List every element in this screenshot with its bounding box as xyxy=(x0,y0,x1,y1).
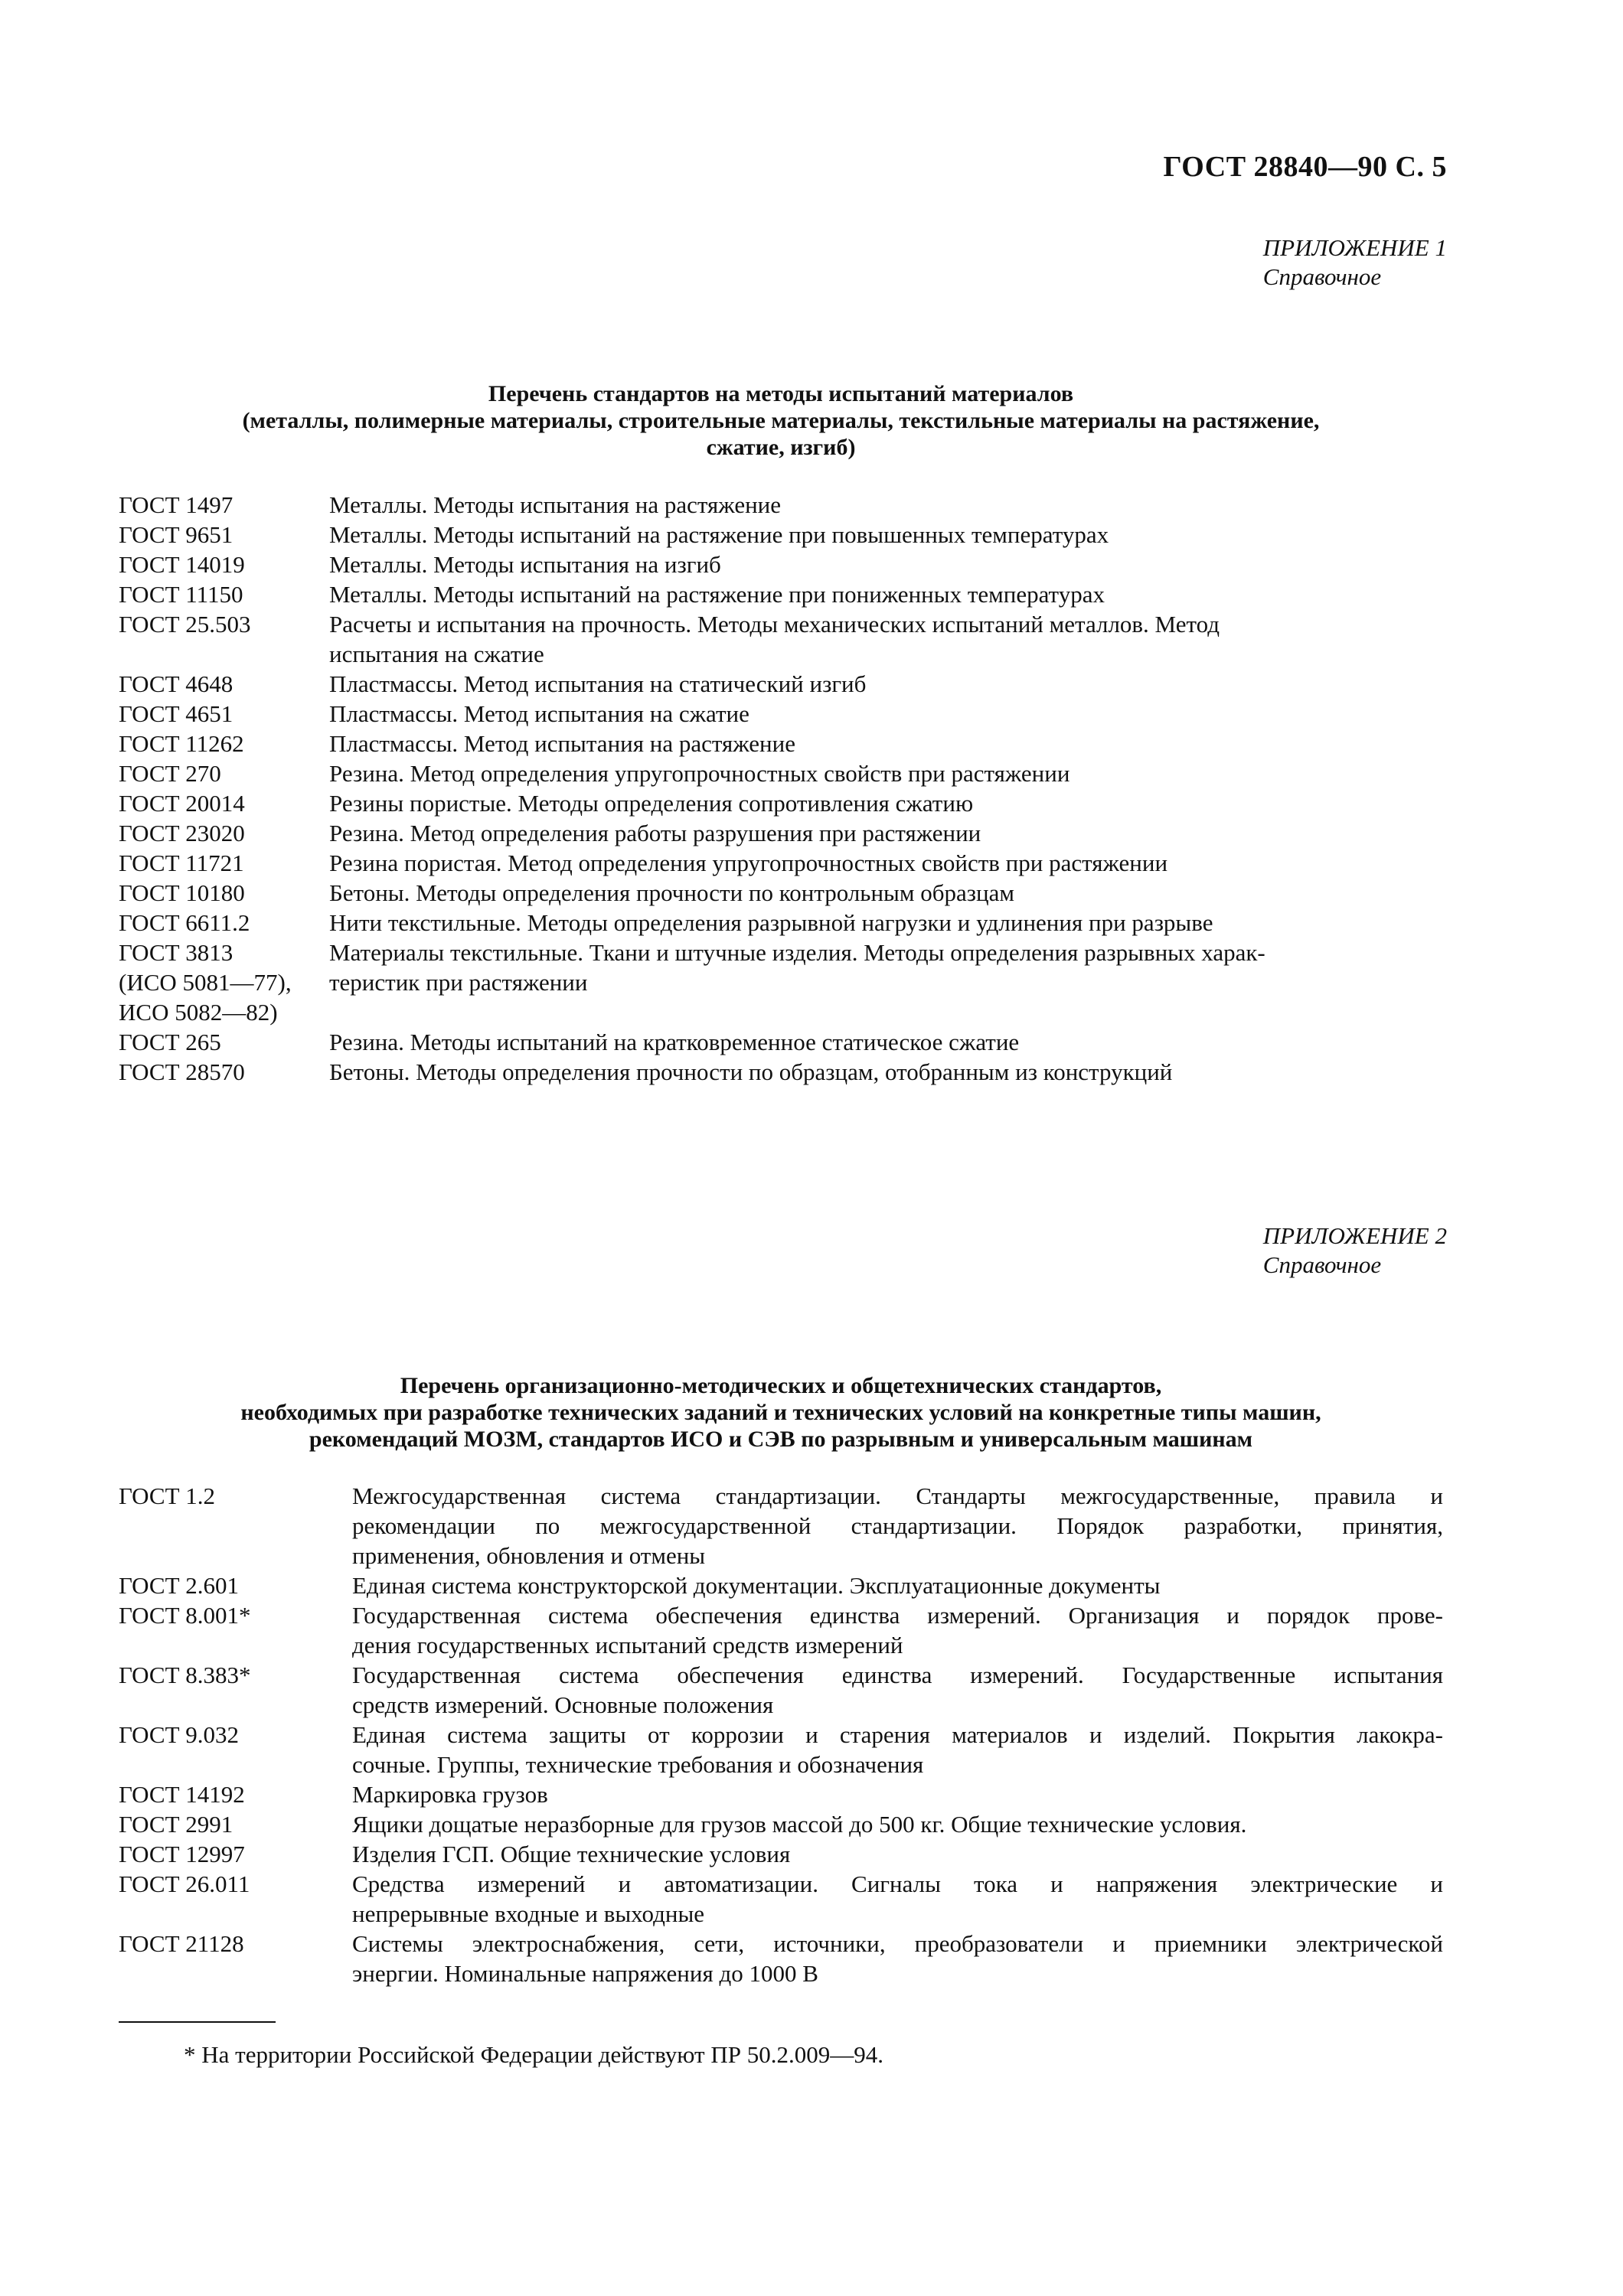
description-line: применения, обновления и отмены xyxy=(352,1542,706,1569)
standard-code: ГОСТ 1497 xyxy=(119,491,233,518)
title-line: (металлы, полимерные материалы, строительные материалы, текстильные материалы на растяжение, xyxy=(242,408,1320,433)
standard-code: ГОСТ 4648 xyxy=(119,670,233,697)
description-line: Государственная система обеспечения единства измерений. Организация и порядок прове- xyxy=(352,1602,1443,1629)
standard-entry xyxy=(119,1570,1443,1600)
standard-description xyxy=(329,1057,1443,1087)
standard-code: ГОСТ 1.2 xyxy=(119,1482,216,1509)
standard-entry xyxy=(119,788,1443,818)
standard-code: ГОСТ 2991 xyxy=(119,1811,233,1838)
standard-description xyxy=(352,1600,1443,1660)
standard-code: ГОСТ 265 xyxy=(119,1029,221,1055)
footnote-divider xyxy=(119,2021,276,2023)
description-line: Резина пористая. Метод определения упругопрочностных свойств при растяжении xyxy=(329,850,1168,876)
description-line: Изделия ГСП. Общие технические условия xyxy=(352,1841,791,1867)
description-line: Бетоны. Методы определения прочности по образцам, отобранным из конструкций xyxy=(329,1058,1173,1085)
description-line: Системы электроснабжения, сети, источники, преобразователи и приемники электрической xyxy=(352,1930,1443,1957)
description-line: энергии. Номинальные напряжения до 1000 В xyxy=(352,1960,818,1987)
standard-entry xyxy=(119,1779,1443,1809)
standard-description xyxy=(329,967,1443,997)
standard-code: ГОСТ 8.001* xyxy=(119,1602,251,1629)
description-line: Резина. Методы испытаний на кратковременное статическое сжатие xyxy=(329,1029,1020,1055)
appendix-2-title xyxy=(119,1372,1443,1453)
standard-entry xyxy=(119,609,1443,669)
standard-description xyxy=(329,758,1443,788)
standard-description xyxy=(329,609,1443,669)
standard-code: ГОСТ 8.383* xyxy=(119,1662,251,1688)
description-line: Металлы. Методы испытания на растяжение xyxy=(329,491,782,518)
description-line: сочные. Группы, технические требования и обозначения xyxy=(352,1751,924,1778)
description-line: Расчеты и испытания на прочность. Методы механических испытаний металлов. Метод xyxy=(329,611,1220,638)
standard-description xyxy=(329,878,1443,908)
standard-description xyxy=(329,490,1443,520)
standard-description xyxy=(329,579,1443,609)
standard-description xyxy=(329,938,1443,967)
description-line: Резины пористые. Методы определения сопротивления сжатию xyxy=(329,790,974,817)
standard-entry xyxy=(119,758,1443,788)
standard-entry xyxy=(119,1809,1443,1839)
standard-description xyxy=(329,818,1443,848)
appendix-kind: Справочное xyxy=(1262,263,1382,290)
standard-description xyxy=(329,550,1443,579)
standard-code: ГОСТ 23020 xyxy=(119,820,245,846)
standard-code: ГОСТ 20014 xyxy=(119,790,245,817)
description-line: Межгосударственная система стандартизации. Стандарты межгосударственные, правила и xyxy=(352,1482,1443,1509)
standard-code: ГОСТ 11262 xyxy=(119,730,244,757)
standard-description xyxy=(329,788,1443,818)
standard-code: ГОСТ 11721 xyxy=(119,850,244,876)
description-line: непрерывные входные и выходные xyxy=(352,1900,705,1927)
appendix-2-label xyxy=(1263,1221,1447,1280)
standard-description xyxy=(329,997,1443,1027)
appendix-number: ПРИЛОЖЕНИЕ 1 xyxy=(1262,234,1447,261)
standard-entry xyxy=(119,729,1443,758)
standard-description xyxy=(352,1839,1443,1869)
standard-description xyxy=(329,1027,1443,1057)
appendix-number: ПРИЛОЖЕНИЕ 2 xyxy=(1262,1222,1447,1249)
standard-entry xyxy=(119,550,1443,579)
standard-code: ИСО 5082—82) xyxy=(119,999,278,1026)
standard-description xyxy=(352,1660,1443,1720)
description-line: Металлы. Методы испытаний на растяжение при повышенных температурах xyxy=(329,521,1109,548)
description-line: Государственная система обеспечения единства измерений. Государственные испытания xyxy=(352,1662,1443,1688)
standard-description xyxy=(329,729,1443,758)
description-line: Единая система защиты от коррозии и старения материалов и изделий. Покрытия лакокра- xyxy=(352,1721,1443,1748)
standard-entry xyxy=(119,1929,1443,1988)
standard-entry xyxy=(119,1027,1443,1057)
standard-description xyxy=(352,1779,1443,1809)
standard-code: (ИСО 5081—77), xyxy=(119,969,292,996)
standard-entry xyxy=(119,967,1443,997)
standard-entry xyxy=(119,818,1443,848)
appendix-kind: Справочное xyxy=(1262,1251,1382,1278)
appendix-1-title xyxy=(119,380,1443,461)
standard-description xyxy=(352,1869,1443,1929)
description-line: Бетоны. Методы определения прочности по контрольным образцам xyxy=(329,879,1014,906)
description-line: рекомендации по межгосударственной стандартизации. Порядок разработки, принятия, xyxy=(352,1512,1443,1539)
standard-code: ГОСТ 6611.2 xyxy=(119,909,250,936)
standard-description xyxy=(352,1570,1443,1600)
description-line: Материалы текстильные. Ткани и штучные изделия. Методы определения разрывных харак- xyxy=(329,939,1265,966)
standard-entry xyxy=(119,1839,1443,1869)
description-line: Резина. Метод определения работы разрушения при растяжении xyxy=(329,820,981,846)
standard-code: ГОСТ 9651 xyxy=(119,521,233,548)
standard-entry xyxy=(119,669,1443,699)
standards-list-1 xyxy=(119,490,1443,1087)
standard-code: ГОСТ 25.503 xyxy=(119,611,251,638)
standard-code: ГОСТ 14019 xyxy=(119,551,245,578)
standard-entry xyxy=(119,1057,1443,1087)
standard-code: ГОСТ 4651 xyxy=(119,700,233,727)
standard-description xyxy=(329,520,1443,550)
standard-code: ГОСТ 28570 xyxy=(119,1058,245,1085)
standard-entry xyxy=(119,579,1443,609)
standard-code: ГОСТ 3813 xyxy=(119,939,233,966)
page-header: ГОСТ 28840—90 С. 5 xyxy=(1163,151,1447,183)
standard-description xyxy=(329,669,1443,699)
standard-description xyxy=(352,1809,1443,1839)
description-line: Нити текстильные. Методы определения разрывной нагрузки и удлинения при разрыве xyxy=(329,909,1213,936)
standard-entry xyxy=(119,848,1443,878)
standard-entry xyxy=(119,1869,1443,1929)
title-line: рекомендаций МОЗМ, стандартов ИСО и СЭВ по разрывным и универсальным машинам xyxy=(309,1427,1253,1452)
standard-entry xyxy=(119,1660,1443,1720)
standard-entry xyxy=(119,1720,1443,1779)
standard-description xyxy=(329,848,1443,878)
description-line: Резина. Метод определения упругопрочностных свойств при растяжении xyxy=(329,760,1070,787)
standards-list-2 xyxy=(119,1481,1443,1988)
description-line: Маркировка грузов xyxy=(352,1781,548,1808)
standard-entry xyxy=(119,1600,1443,1660)
description-line: Металлы. Методы испытания на изгиб xyxy=(329,551,721,578)
standard-entry xyxy=(119,1481,1443,1570)
appendix-1-label xyxy=(1263,233,1447,292)
standard-code: ГОСТ 270 xyxy=(119,760,221,787)
title-line: необходимых при разработке технических заданий и технических условий на конкретные типы машин, xyxy=(240,1400,1321,1425)
description-line: Пластмассы. Метод испытания на растяжение xyxy=(329,730,795,757)
standard-description xyxy=(329,699,1443,729)
title-line: Перечень стандартов на методы испытаний материалов xyxy=(488,381,1074,406)
standard-code: ГОСТ 12997 xyxy=(119,1841,245,1867)
title-line: сжатие, изгиб) xyxy=(706,435,856,460)
description-line: теристик при растяжении xyxy=(329,969,588,996)
description-line: Металлы. Методы испытаний на растяжение при пониженных температурах xyxy=(329,581,1105,608)
description-line: Единая система конструкторской документации. Эксплуатационные документы xyxy=(352,1572,1161,1599)
description-line xyxy=(329,997,1443,1027)
standard-code: ГОСТ 10180 xyxy=(119,879,245,906)
standard-code: ГОСТ 21128 xyxy=(119,1930,244,1957)
standard-entry xyxy=(119,878,1443,908)
standard-code: ГОСТ 9.032 xyxy=(119,1721,240,1748)
standard-entry xyxy=(119,699,1443,729)
standard-entry xyxy=(119,490,1443,520)
description-line: Пластмассы. Метод испытания на статический изгиб xyxy=(329,670,867,697)
standard-code: ГОСТ 14192 xyxy=(119,1781,245,1808)
description-line: Ящики дощатые неразборные для грузов массой до 500 кг. Общие технические условия. xyxy=(352,1811,1247,1838)
standard-entry xyxy=(119,908,1443,938)
description-line: Средства измерений и автоматизации. Сигналы тока и напряжения электрические и xyxy=(352,1870,1443,1897)
standard-code: ГОСТ 11150 xyxy=(119,581,243,608)
standard-description xyxy=(352,1481,1443,1570)
footnote: * На территории Российской Федерации действуют ПР 50.2.009—94. xyxy=(184,2041,883,2068)
standard-entry xyxy=(119,938,1443,967)
description-line: испытания на сжатие xyxy=(329,641,544,667)
standard-description xyxy=(352,1929,1443,1988)
description-line: дения государственных испытаний средств измерений xyxy=(352,1632,903,1658)
standard-description xyxy=(352,1720,1443,1779)
description-line: Пластмассы. Метод испытания на сжатие xyxy=(329,700,749,727)
title-line: Перечень организационно-методических и общетехнических стандартов, xyxy=(400,1373,1162,1398)
standard-entry xyxy=(119,520,1443,550)
description-line: средств измерений. Основные положения xyxy=(352,1691,774,1718)
standard-entry xyxy=(119,997,1443,1027)
standard-code: ГОСТ 26.011 xyxy=(119,1870,250,1897)
standard-code: ГОСТ 2.601 xyxy=(119,1572,240,1599)
standard-description xyxy=(329,908,1443,938)
